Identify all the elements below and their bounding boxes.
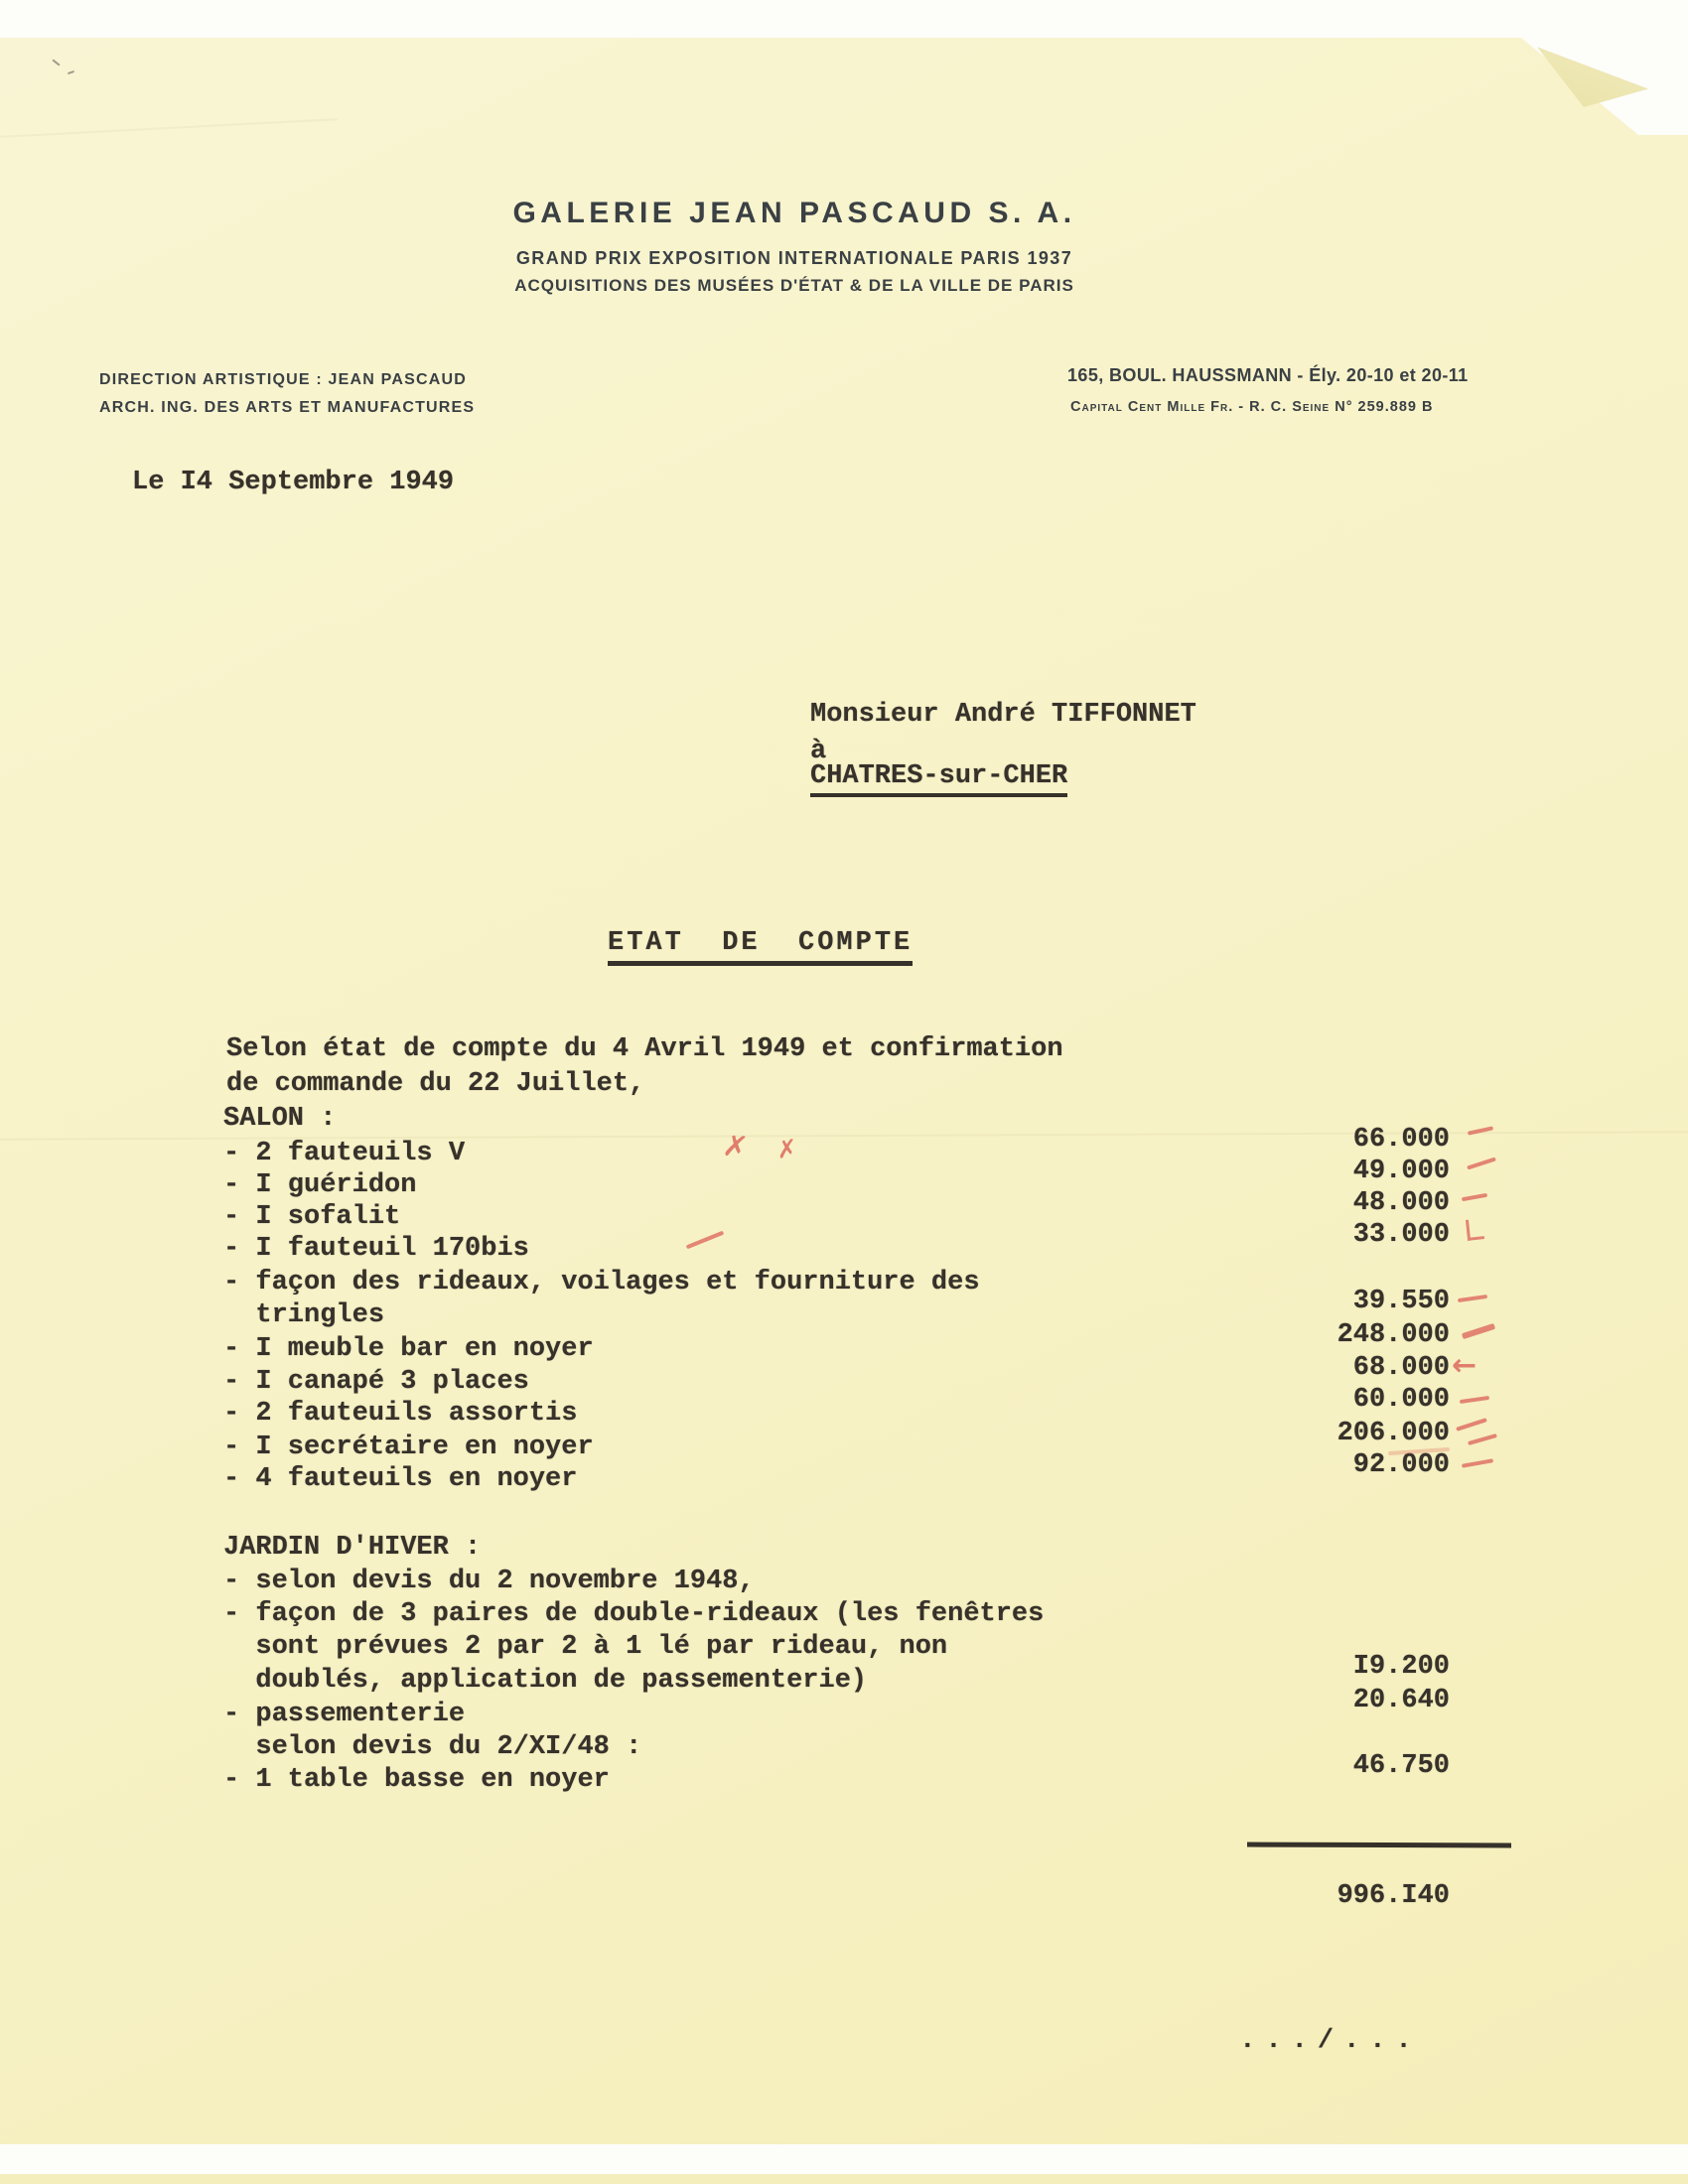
line-item-amount: 66.000 — [1352, 1125, 1450, 1155]
line-item: - façon des rideaux, voilages et fourniture des — [223, 1268, 980, 1297]
recipient-a: à — [810, 737, 827, 766]
line-item-amount: I9.200 — [1352, 1652, 1450, 1682]
red-pencil-arrow-left: ← — [1452, 1348, 1477, 1383]
company-subtitle-1: GRAND PRIX EXPOSITION INTERNATIONALE PARIS 1937 — [515, 248, 1073, 268]
total-amount: 996.I40 — [1336, 1881, 1450, 1911]
line-item-amount: 46.750 — [1352, 1751, 1450, 1781]
line-item: - I meuble bar en noyer — [223, 1334, 594, 1364]
company-name: GALERIE JEAN PASCAUD S. A. — [512, 197, 1076, 229]
line-item: - passementerie — [223, 1700, 466, 1729]
jardin-heading: JARDIN D'HIVER : — [223, 1533, 482, 1563]
next-page-edge — [0, 2174, 1688, 2184]
line-item-amount: 92.000 — [1352, 1450, 1450, 1480]
letterhead-address-line: 165, BOUL. HAUSSMANN - Ély. 20-10 et 20-11 — [1067, 365, 1469, 385]
line-item: sont prévues 2 par 2 à 1 lé par rideau, non — [223, 1632, 948, 1662]
line-item-amount: 39.550 — [1352, 1287, 1450, 1316]
line-item-amount: 68.000 — [1352, 1353, 1450, 1383]
total-rule — [1247, 1843, 1511, 1848]
red-pencil-cross: ✗ — [774, 1133, 799, 1165]
line-item-amount: 20.640 — [1352, 1686, 1450, 1715]
letterhead-direction-line: DIRECTION ARTISTIQUE : JEAN PASCAUD — [99, 371, 468, 388]
line-item-amount: 48.000 — [1352, 1188, 1450, 1218]
date-line: Le I4 Septembre 1949 — [132, 468, 455, 497]
letterhead-credentials-line: ARCH. ING. DES ARTS ET MANUFACTURES — [99, 399, 476, 416]
line-item: - I secrétaire en noyer — [223, 1433, 594, 1462]
line-item: - façon de 3 paires de double-rideaux (les fenêtres — [223, 1599, 1045, 1629]
line-item: - 4 fauteuils en noyer — [223, 1464, 578, 1494]
company-subtitle-2: ACQUISITIONS DES MUSÉES D'ÉTAT & DE LA VILLE DE PARIS — [514, 276, 1074, 295]
line-item-amount: 248.000 — [1336, 1320, 1450, 1350]
line-item: - I fauteuil 170bis — [223, 1234, 529, 1264]
line-item: - 2 fauteuils V — [223, 1139, 466, 1168]
line-item: tringles — [223, 1300, 385, 1330]
line-item-amount: 33.000 — [1352, 1220, 1450, 1250]
line-item: selon devis du 2/XI/48 : — [223, 1732, 642, 1762]
line-item-amount: 206.000 — [1336, 1419, 1450, 1448]
line-item-amount: 60.000 — [1352, 1385, 1450, 1415]
intro-line-1: Selon état de compte du 4 Avril 1949 et confirmation — [226, 1034, 1063, 1064]
recipient-city: CHATRES-sur-CHER — [810, 762, 1067, 797]
recipient-name: Monsieur André TIFFONNET — [810, 700, 1196, 730]
letterhead-capital-line: Capital Cent Mille Fr. - R. C. Seine N° 259.889 B — [1070, 399, 1434, 415]
line-item: - 2 fauteuils assortis — [223, 1399, 578, 1429]
line-item: - I guéridon — [223, 1170, 417, 1200]
salon-heading: SALON : — [223, 1104, 337, 1134]
red-pencil-cross: ✗ — [720, 1128, 751, 1166]
line-item: doublés, application de passementerie) — [223, 1666, 868, 1696]
line-item: - selon devis du 2 novembre 1948, — [223, 1567, 755, 1596]
line-item: - 1 table basse en noyer — [223, 1765, 610, 1795]
document-title: ETAT DE COMPTE — [608, 929, 913, 966]
continuation-mark: .../... — [1239, 2026, 1422, 2056]
intro-line-2: de commande du 22 Juillet, — [226, 1069, 645, 1099]
red-pencil-angle — [1466, 1218, 1484, 1241]
line-item: - I sofalit — [223, 1202, 401, 1232]
line-item: - I canapé 3 places — [223, 1367, 529, 1397]
line-item-amount: 49.000 — [1352, 1157, 1450, 1186]
